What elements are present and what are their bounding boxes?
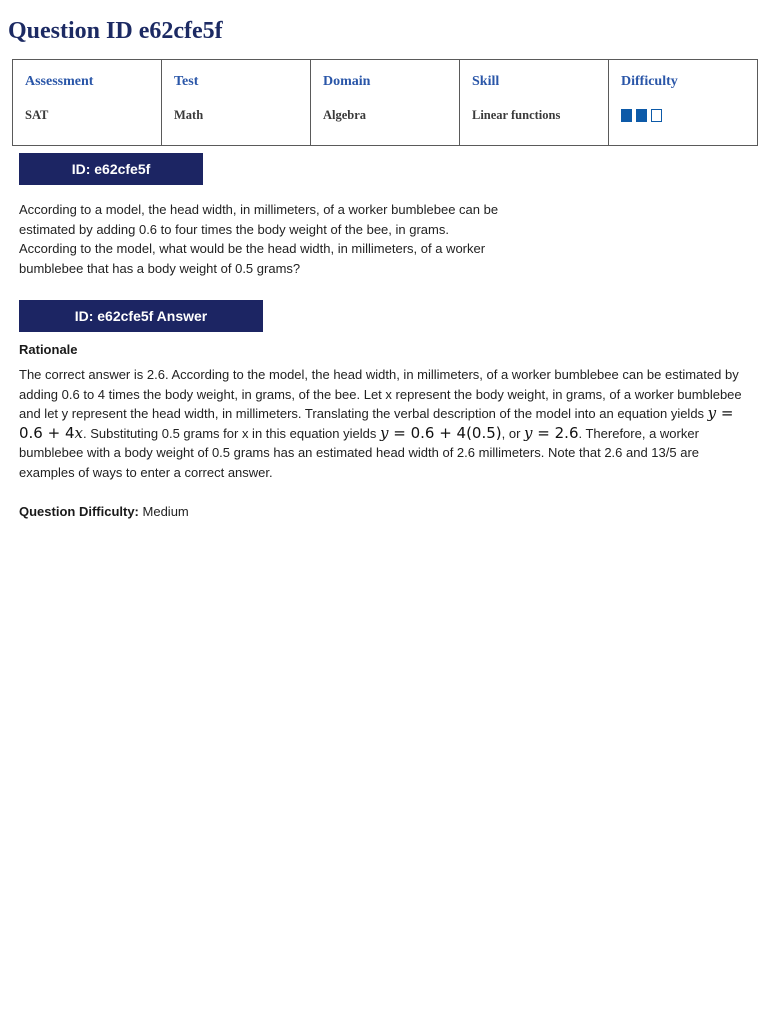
meta-header-difficulty: Difficulty [621, 74, 678, 89]
rationale-text-part-2: . Substituting 0.5 grams for x in this equation yields [82, 425, 380, 441]
meta-value-domain: Algebra [323, 108, 367, 122]
answer-id-banner: ID: e62cfe5f Answer [19, 300, 263, 332]
meta-header-skill: Skill [472, 74, 500, 89]
equation-model-const: 0.6 [19, 423, 43, 442]
equation-substitution-rhs: 0.6 + 4(0.5) [410, 423, 502, 442]
meta-cell-difficulty [609, 60, 758, 146]
equation-model-lhs: y [707, 404, 717, 422]
page-title: Question ID e62cfe5f [8, 18, 223, 44]
meta-header-assessment: Assessment [25, 74, 94, 89]
equation-result-rhs: 2.6 [554, 423, 579, 442]
meta-cell-skill [460, 60, 609, 146]
question-id-banner: ID: e62cfe5f [19, 153, 203, 185]
question-difficulty [19, 504, 189, 519]
equation-result-lhs: y [524, 423, 533, 442]
equation-substitution-lhs: y [379, 423, 389, 442]
equation-substitution: y = 0.6 + 4(0.5) [379, 423, 502, 442]
meta-header-test: Test [174, 74, 199, 89]
meta-header-domain: Domain [323, 74, 371, 89]
difficulty-square-filled [636, 109, 647, 122]
meta-value-test: Math [174, 108, 204, 122]
question-difficulty-label: Question Difficulty: [19, 504, 139, 519]
equation-model-coef: 4 [64, 423, 75, 442]
difficulty-indicator [621, 109, 757, 122]
rationale-text-part-1: The correct answer is 2.6. According to the model, the head width, in millimeters, of a worker bumblebee can be estimated by adding 0.6 to 4 times the body weight, in grams, of the bee. Let x represent the body weight, in grams, of a worker bumblebee and let y represent the head width, in millimeters. Translating the verbal description of the model into an equation yields [19, 367, 742, 421]
meta-cell-test [162, 60, 311, 146]
question-meta-table [12, 59, 758, 146]
equation-result: y = 2.6 [524, 423, 579, 442]
difficulty-square-empty [651, 109, 662, 122]
meta-value-skill: Linear functions [472, 108, 561, 122]
meta-cell-assessment [13, 60, 162, 146]
rationale-text [19, 365, 744, 482]
question-difficulty-value: Medium [142, 504, 189, 519]
equation-model: y = 0.6 + 4x [19, 404, 734, 442]
question-text: According to a model, the head width, in millimeters, of a worker bumblebee can be estimated by adding 0.6 to four times the body weight of the bee, in grams. According to the model, what would be the head width, in millimeters, of a worker bumblebee that has a body weight of 0.5 grams? [19, 202, 499, 276]
meta-value-assessment: SAT [25, 108, 49, 122]
equation-model-var: x [74, 423, 83, 442]
rationale-text-part-3: , or [501, 425, 525, 441]
meta-cell-domain [311, 60, 460, 146]
rationale-text-part-4: . Therefore, a worker bumblebee with a body weight of 0.5 grams has an estimated head width of 2.6 millimeters. Note that 2.6 and 13/5 are examples of ways to enter a correct answer. [19, 425, 700, 480]
difficulty-square-filled [621, 109, 632, 122]
rationale-heading: Rationale [19, 342, 78, 357]
